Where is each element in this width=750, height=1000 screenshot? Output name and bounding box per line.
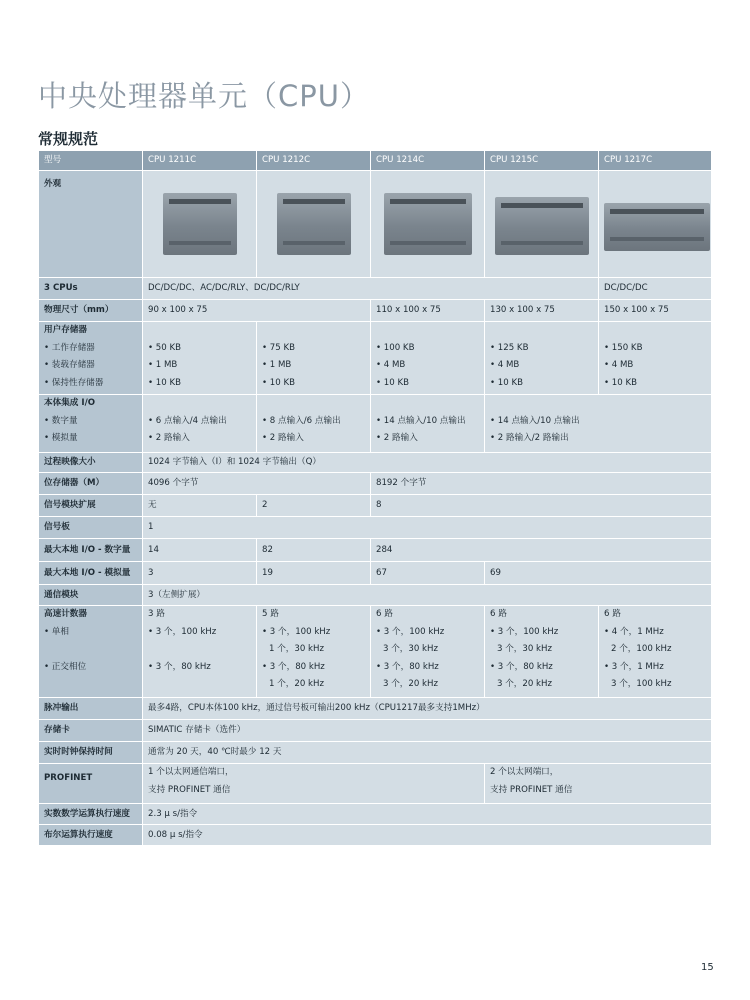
cpu-1211c-image bbox=[163, 193, 237, 255]
table-row bbox=[39, 495, 712, 517]
table-row bbox=[39, 278, 712, 300]
row-label-analog-io: 最大本地 I/O - 模拟量 bbox=[39, 562, 143, 585]
row-label-io bbox=[39, 395, 143, 453]
spec-table bbox=[38, 150, 712, 846]
memory-label: 用户存储器 bbox=[44, 325, 87, 335]
row-label-bool-speed: 布尔运算执行速度 bbox=[39, 825, 143, 846]
row-label-appearance: 外观 bbox=[39, 171, 143, 278]
memory-cpu-1217c: • 150 KB • 4 MB • 10 KB bbox=[599, 322, 712, 395]
memory-cpu-1215c: • 125 KB • 4 MB • 10 KB bbox=[485, 322, 599, 395]
cpu-1212c-image bbox=[277, 193, 351, 255]
profinet-value-1: 1 个以太网通信端口， 支持 PROFINET 通信 bbox=[143, 764, 485, 804]
hsc-cpu-1212c: 5 路 • 3 个，100 kHz 1 个，30 kHz • 3 个，80 kHz 1 个，20 kHz bbox=[257, 606, 371, 698]
process-image-value: 1024 字节输入（I）和 1024 字节输出（Q） bbox=[143, 453, 712, 473]
sm-value-1: 无 bbox=[143, 495, 257, 517]
row-label-digital-io: 最大本地 I/O - 数字量 bbox=[39, 539, 143, 562]
row-label-rtc: 实时时钟保持时间 bbox=[39, 742, 143, 764]
table-row bbox=[39, 764, 712, 804]
profinet-value-2: 2 个以太网端口， 支持 PROFINET 通信 bbox=[485, 764, 712, 804]
memory-cpu-1214c: • 100 KB • 4 MB • 10 KB bbox=[371, 322, 485, 395]
memory-cpu-1211c: • 50 KB • 1 MB • 10 KB bbox=[143, 322, 257, 395]
row-label-size: 物理尺寸（mm） bbox=[39, 300, 143, 322]
cm-value: 3（左侧扩展） bbox=[143, 585, 712, 606]
hsc-cpu-1211c: 3 路 • 3 个，100 kHz • 3 个，80 kHz bbox=[143, 606, 257, 698]
page-number: 15 bbox=[701, 962, 714, 973]
row-label-real-speed: 实数数学运算执行速度 bbox=[39, 804, 143, 825]
hsc-cpu-1214c: 6 路 • 3 个，100 kHz 3 个，30 kHz • 3 个，80 kHz 3 个，20 kHz bbox=[371, 606, 485, 698]
cpus-value-1: DC/DC/DC、AC/DC/RLY、DC/DC/RLY bbox=[143, 278, 599, 300]
analog-io-value-4: 69 bbox=[485, 562, 712, 585]
hsc-cpu-1215c: 6 路 • 3 个，100 kHz 3 个，30 kHz • 3 个，80 kHz 3 个，20 kHz bbox=[485, 606, 599, 698]
header-cpu-1212c: CPU 1212C bbox=[257, 151, 371, 171]
row-label-sm: 信号模块扩展 bbox=[39, 495, 143, 517]
table-row bbox=[39, 300, 712, 322]
table-row bbox=[39, 606, 712, 698]
row-label-cpus: 3 CPUs bbox=[39, 278, 143, 300]
table-row bbox=[39, 395, 712, 453]
digital-io-value-3: 284 bbox=[371, 539, 712, 562]
page-title: 中央处理器单元（CPU） bbox=[38, 79, 370, 113]
bool-speed-value: 0.08 μ s/指令 bbox=[143, 825, 712, 846]
table-row bbox=[39, 804, 712, 825]
cpu-1215c-image bbox=[495, 197, 589, 255]
table-row bbox=[39, 698, 712, 720]
size-value-3: 130 x 100 x 75 bbox=[485, 300, 599, 322]
bit-memory-value-1: 4096 个字节 bbox=[143, 473, 371, 495]
row-label-process-image: 过程映像大小 bbox=[39, 453, 143, 473]
row-label-sb: 信号板 bbox=[39, 517, 143, 539]
io-cpu-1215c-1217c: • 14 点输入/10 点输出 • 2 路输入/2 路输出 bbox=[485, 395, 712, 453]
header-row bbox=[39, 151, 712, 171]
row-label-pulse: 脉冲输出 bbox=[39, 698, 143, 720]
table-row bbox=[39, 539, 712, 562]
io-digital-label: • 数字量 bbox=[44, 415, 78, 426]
header-cpu-1214c: CPU 1214C bbox=[371, 151, 485, 171]
size-value-2: 110 x 100 x 75 bbox=[371, 300, 485, 322]
appearance-row bbox=[39, 171, 712, 278]
io-cpu-1212c: • 8 点输入/6 点输出 • 2 路输入 bbox=[257, 395, 371, 453]
rtc-value: 通常为 20 天，40 ℃时最少 12 天 bbox=[143, 742, 712, 764]
io-label: 本体集成 I/O bbox=[44, 398, 96, 408]
header-cpu-1211c: CPU 1211C bbox=[143, 151, 257, 171]
row-label-memory-card: 存储卡 bbox=[39, 720, 143, 742]
hsc-single-label: • 单相 bbox=[44, 626, 69, 637]
cpu-1214c-image bbox=[384, 193, 472, 255]
memory-load-label: • 装载存储器 bbox=[44, 360, 95, 370]
hsc-cpu-1217c: 6 路 • 4 个，1 MHz 2 个，100 kHz • 3 个，1 MHz 3 个，100 kHz bbox=[599, 606, 712, 698]
section-subtitle: 常规规范 bbox=[38, 130, 99, 148]
table-row bbox=[39, 742, 712, 764]
hsc-quadrature-label: • 正交相位 bbox=[44, 661, 87, 672]
bit-memory-value-2: 8192 个字节 bbox=[371, 473, 712, 495]
analog-io-value-1: 3 bbox=[143, 562, 257, 585]
table-row bbox=[39, 720, 712, 742]
analog-io-value-3: 67 bbox=[371, 562, 485, 585]
table-row bbox=[39, 473, 712, 495]
row-label-bit-memory: 位存储器（M） bbox=[39, 473, 143, 495]
size-value-4: 150 x 100 x 75 bbox=[599, 300, 712, 322]
analog-io-value-2: 19 bbox=[257, 562, 371, 585]
header-cpu-1217c: CPU 1217C bbox=[599, 151, 712, 171]
memory-retentive-label: • 保持性存储器 bbox=[44, 377, 104, 388]
row-label-profinet: PROFINET bbox=[39, 764, 143, 804]
row-label-memory bbox=[39, 322, 143, 395]
row-label-hsc bbox=[39, 606, 143, 698]
table-row bbox=[39, 585, 712, 606]
table-row bbox=[39, 825, 712, 846]
table-row bbox=[39, 322, 712, 395]
hsc-label: 高速计数器 bbox=[44, 609, 87, 619]
header-model-label: 型号 bbox=[39, 151, 143, 171]
sm-value-3: 8 bbox=[371, 495, 712, 517]
cpus-value-2: DC/DC/DC bbox=[599, 278, 712, 300]
sb-value: 1 bbox=[143, 517, 712, 539]
digital-io-value-1: 14 bbox=[143, 539, 257, 562]
row-label-cm: 通信模块 bbox=[39, 585, 143, 606]
pulse-value: 最多4路，CPU本体100 kHz，通过信号板可输出200 kHz（CPU1217最多支持1MHz） bbox=[143, 698, 712, 720]
table-row bbox=[39, 562, 712, 585]
real-speed-value: 2.3 μ s/指令 bbox=[143, 804, 712, 825]
table-row bbox=[39, 453, 712, 473]
table-row bbox=[39, 517, 712, 539]
memory-work-label: • 工作存储器 bbox=[44, 342, 95, 353]
memory-card-value: SIMATIC 存储卡（选件） bbox=[143, 720, 712, 742]
memory-cpu-1212c: • 75 KB • 1 MB • 10 KB bbox=[257, 322, 371, 395]
cpu-1217c-image bbox=[604, 203, 710, 251]
io-cpu-1211c: • 6 点输入/4 点输出 • 2 路输入 bbox=[143, 395, 257, 453]
io-analog-label: • 模拟量 bbox=[44, 433, 78, 443]
digital-io-value-2: 82 bbox=[257, 539, 371, 562]
sm-value-2: 2 bbox=[257, 495, 371, 517]
io-cpu-1214c: • 14 点输入/10 点输出 • 2 路输入 bbox=[371, 395, 485, 453]
header-cpu-1215c: CPU 1215C bbox=[485, 151, 599, 171]
size-value-1: 90 x 100 x 75 bbox=[143, 300, 371, 322]
